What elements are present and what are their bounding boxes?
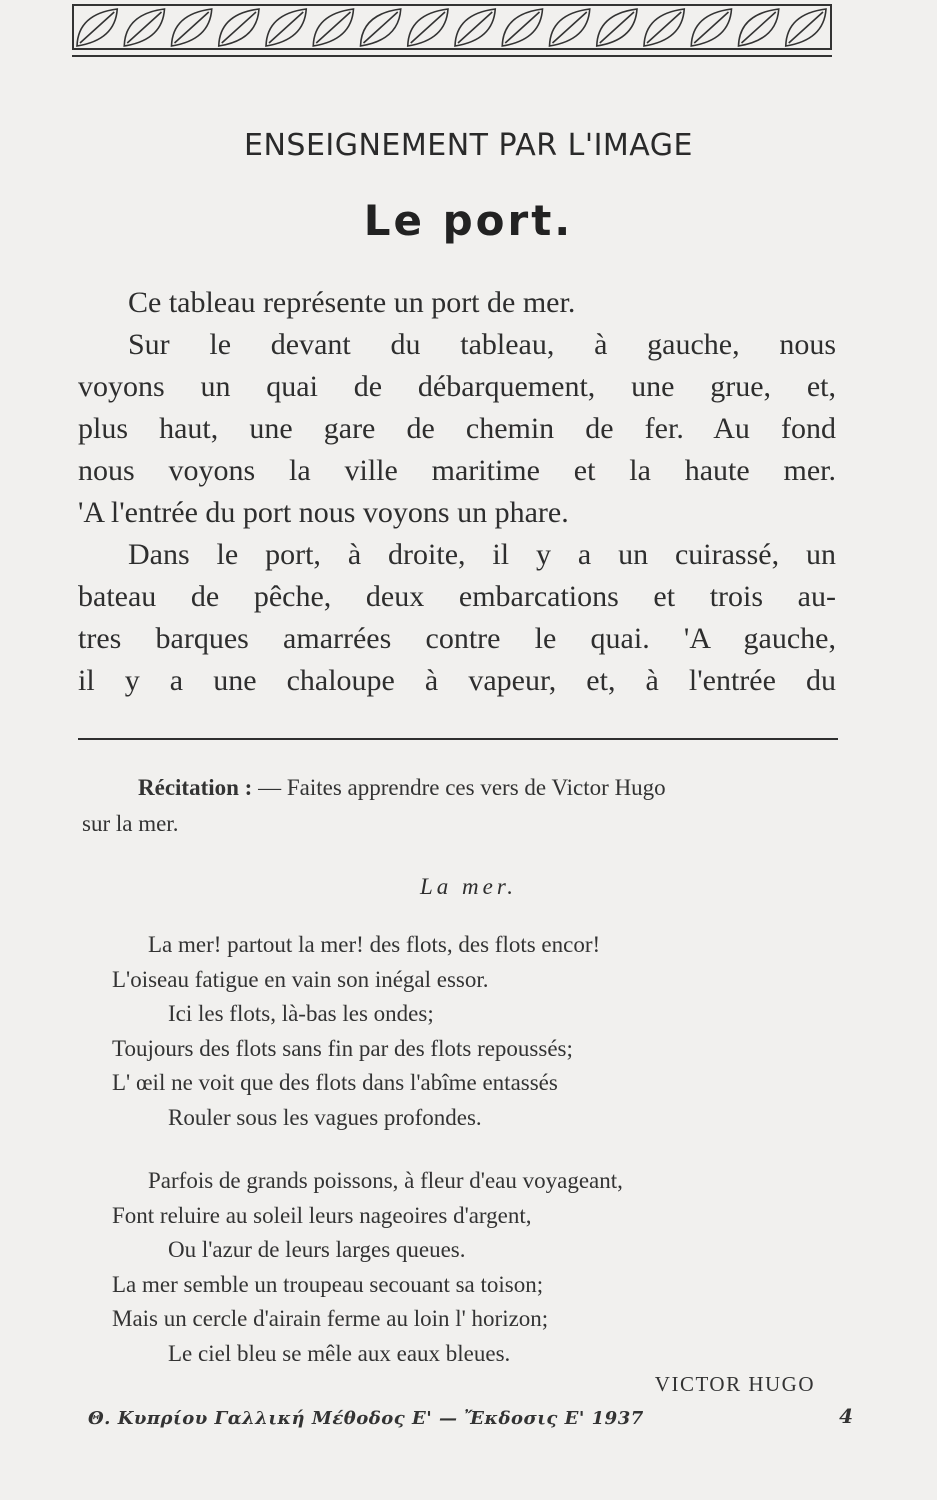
section-heading: ENSEIGNEMENT PAR L'IMAGE	[244, 128, 693, 163]
prose-line: Ce tableau représente un port de mer.	[128, 286, 576, 319]
leaf-ornament-icon	[550, 9, 590, 46]
poem-line: Font reluire au soleil leurs nageoires d'argent,	[112, 1202, 532, 1228]
leaf-ornament-icon	[124, 9, 164, 46]
leaf-ornament-icon	[77, 9, 117, 46]
poem-line: L'oiseau fatigue en vain son inégal essor.	[112, 966, 489, 992]
leaf-ornament-icon	[502, 9, 542, 46]
poem-title: La mer.	[419, 874, 517, 899]
prose-line: nous voyons la ville maritime et la haute mer.	[78, 454, 836, 487]
poem-line: Le ciel bleu se mêle aux eaux bleues.	[168, 1340, 511, 1366]
leaf-ornament-icon	[361, 9, 401, 46]
leaf-ornament-icon	[644, 9, 684, 46]
poem-line: L' œil ne voit que des flots dans l'abîme entassés	[112, 1070, 558, 1095]
prose-line: tres barques amarrées contre le quai. 'A gauche,	[78, 622, 836, 655]
leaf-ornament-icon	[408, 9, 448, 46]
recitation-text-cont: sur la mer.	[82, 811, 179, 836]
section-divider	[78, 738, 838, 740]
prose-line: il y a une chaloupe à vapeur, et, à l'entrée du	[78, 664, 836, 697]
prose-line: 'A l'entrée du port nous voyons un phare.	[78, 496, 569, 529]
poem-line: Toujours des flots sans fin par des flots repoussés;	[112, 1035, 573, 1061]
prose-line: Dans le port, à droite, il y a un cuirassé, un	[128, 538, 836, 571]
prose-line: voyons un quai de débarquement, une grue, et,	[78, 370, 836, 403]
leaf-ornament-icon	[172, 9, 212, 46]
leaf-ornament-icon	[691, 9, 731, 46]
poem-line: La mer semble un troupeau secouant sa toison;	[112, 1271, 544, 1297]
leaf-ornament-icon	[786, 9, 826, 46]
poem-line: Ici les flots, là-bas les ondes;	[168, 1001, 434, 1026]
prose-line: bateau de pêche, deux embarcations et trois au-	[78, 580, 836, 613]
leaf-ornament-icon	[739, 9, 779, 46]
prose-paragraph	[78, 282, 836, 702]
poem-line: Mais un cercle d'airain ferme au loin l' horizon;	[112, 1306, 549, 1331]
poem-line: Rouler sous les vagues profondes.	[168, 1104, 482, 1130]
border-rule	[72, 55, 832, 57]
prose-line: Sur le devant du tableau, à gauche, nous	[128, 328, 836, 361]
leaf-ornament-icon	[266, 9, 306, 46]
recitation-text: — Faites apprendre ces vers de Victor Hugo	[258, 775, 666, 800]
leaf-ornament-icon	[313, 9, 353, 46]
footer-citation: Θ. Κυπρίου Γαλλική Μέθοδος Ε' — Ἔκδοσις Ε' 1937	[88, 1408, 644, 1429]
leaf-ornament-icon	[455, 9, 495, 46]
recitation-label: Récitation :	[138, 775, 253, 800]
poem-stanza-2	[112, 1164, 832, 1371]
prose-line: plus haut, une gare de chemin de fer. Au fond	[78, 412, 836, 445]
leaf-ornament-icon	[597, 9, 637, 46]
poem-line: Ou l'azur de leurs larges queues.	[168, 1237, 466, 1262]
poem-author: VICTOR HUGO	[654, 1372, 815, 1396]
leaf-ornament-icon	[219, 9, 259, 46]
leaf-border-ornament	[72, 4, 832, 50]
recitation-instruction	[82, 770, 832, 842]
poem-line: La mer! partout la mer! des flots, des flots encor!	[148, 932, 601, 957]
poem-stanza-1	[112, 928, 832, 1135]
page-title: Le port.	[363, 196, 574, 245]
page-number: 4	[839, 1404, 853, 1428]
poem-line: Parfois de grands poissons, à fleur d'eau voyageant,	[148, 1168, 623, 1193]
